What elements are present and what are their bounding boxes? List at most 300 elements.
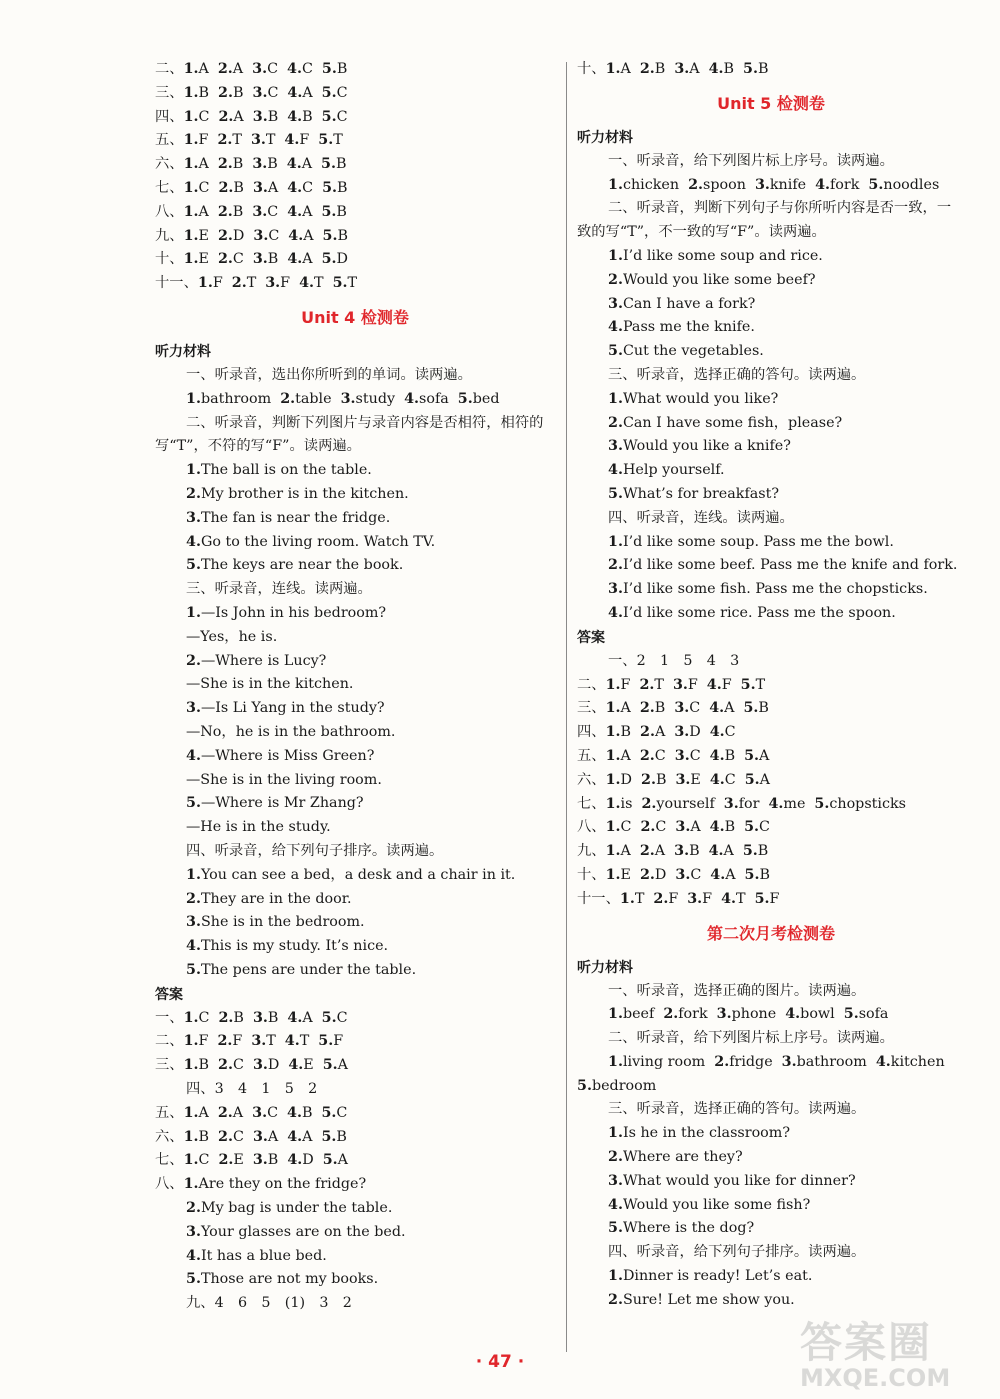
numbered-line — [155, 459, 555, 483]
item-number: 4. — [785, 1006, 801, 1023]
answer-line — [155, 1007, 555, 1031]
item-number: 3. — [252, 1128, 268, 1145]
item-answer: A — [301, 156, 313, 173]
item-number: 5. — [321, 108, 337, 125]
item-number: 1. — [183, 108, 199, 125]
item-number: 5. — [321, 1128, 337, 1145]
answer-line — [155, 225, 555, 249]
item-answer: B — [198, 1128, 210, 1145]
answer-item — [640, 816, 666, 840]
question-prefix: 三、 — [155, 1057, 184, 1074]
item-answer: F — [333, 1033, 344, 1050]
item-answer: B — [724, 819, 736, 836]
item-number: 3. — [716, 1006, 732, 1023]
answer-item — [687, 888, 712, 912]
item-text: What’s for breakfast? — [622, 485, 780, 502]
numbered-line — [155, 1268, 555, 1292]
answer-item — [265, 272, 290, 296]
question-prefix: 十一、 — [155, 275, 198, 292]
item-answer: yourself — [656, 795, 715, 812]
answer-item — [218, 1054, 244, 1078]
answer-item — [253, 1007, 278, 1031]
item-number: 1. — [183, 1033, 199, 1050]
item-text: The keys are near the book. — [200, 557, 404, 574]
numbered-line — [155, 864, 555, 888]
answer-item — [322, 248, 348, 272]
question-prefix: 六、 — [155, 1128, 184, 1145]
answer-item — [218, 58, 243, 82]
item-number: 3. — [252, 179, 268, 196]
answer-line — [155, 82, 555, 106]
question-prefix: 八、 — [155, 1176, 184, 1193]
text-line: 三、听录音，连线。读两遍。 — [186, 581, 372, 598]
answer-item — [321, 1102, 347, 1126]
answer-item — [640, 697, 665, 721]
item-answer: F — [212, 275, 223, 292]
question-prefix: 二、 — [577, 676, 606, 693]
item-answer: D — [336, 251, 348, 268]
item-number: 3. — [252, 251, 268, 268]
item-answer: C — [232, 1057, 244, 1074]
item-number: 4. — [608, 462, 623, 479]
watermark-cn: 答案圈 — [800, 1318, 933, 1367]
numbered-line — [155, 602, 555, 626]
answer-item — [287, 1102, 312, 1126]
item-answer: C — [724, 724, 736, 741]
answer-item — [288, 1054, 313, 1078]
item-number: 2. — [217, 203, 233, 220]
item-answer: F — [687, 676, 698, 693]
answer-item — [218, 153, 243, 177]
item-number: 5. — [322, 179, 338, 196]
item-answer: A — [302, 251, 313, 268]
item-answer: C — [232, 1128, 244, 1145]
item-number: 3. — [608, 1172, 623, 1189]
item-number: 4. — [288, 227, 304, 244]
answer-line — [577, 58, 965, 82]
answer-item — [253, 82, 279, 106]
item-number: 2. — [186, 1200, 201, 1217]
item-text: I’d like some soup and rice. — [622, 247, 823, 264]
item-text: Your glasses are on the bed. — [200, 1223, 406, 1240]
item-number: 5. — [186, 557, 201, 574]
item-answer: B — [759, 866, 770, 883]
answer-item — [184, 153, 209, 177]
item-number: 2. — [640, 724, 655, 741]
answer-item — [253, 248, 278, 272]
item-text: Would you like some beef? — [622, 271, 816, 288]
item-number: 1. — [183, 84, 199, 101]
item-number: 1. — [608, 1006, 623, 1023]
item-answer: A — [198, 203, 209, 220]
item-number: 2. — [608, 271, 623, 288]
answer-line — [155, 129, 555, 153]
item-number: 2. — [639, 843, 655, 860]
item-text: This is my study. It’s nice. — [200, 938, 389, 955]
section-heading: Unit 5 检测卷 — [717, 93, 825, 113]
answer-line — [155, 1102, 555, 1126]
answer-line — [577, 864, 965, 888]
item-answer: D — [689, 724, 701, 741]
item-number: 1. — [608, 533, 623, 550]
answer-item — [675, 864, 701, 888]
numbered-line — [155, 650, 555, 674]
answer-item — [322, 177, 347, 201]
item-answer: B — [233, 1009, 244, 1026]
question-prefix: 二、 — [155, 61, 184, 77]
item-number: 1. — [605, 795, 621, 812]
item-number: 1. — [183, 156, 199, 173]
question-prefix: 八、 — [155, 203, 184, 220]
numbered-line — [155, 959, 555, 983]
item-answer: B — [335, 156, 347, 173]
question-prefix: 三、 — [577, 700, 606, 717]
numbered-line — [155, 792, 555, 816]
answer-item — [184, 1054, 209, 1078]
item-number: 2. — [639, 866, 655, 883]
answer-item — [323, 225, 348, 249]
numbered-line — [155, 1197, 555, 1221]
item-answer: A — [233, 108, 244, 125]
answer-item — [714, 1051, 772, 1075]
text-line: 四、听录音，连线。读两遍。 — [608, 509, 794, 526]
item-answer: B — [336, 203, 347, 220]
item-number: 4. — [288, 1057, 304, 1074]
item-number: 5. — [814, 795, 830, 812]
item-text: Those are not my books. — [200, 1271, 379, 1288]
answer-item — [251, 129, 275, 153]
item-answer: T — [755, 676, 766, 693]
item-number: 4. — [284, 132, 300, 149]
numbered-line — [155, 911, 555, 935]
item-number: 3. — [687, 890, 703, 907]
answer-item — [688, 174, 746, 198]
answer-item — [218, 1102, 243, 1126]
item-answer: A — [759, 771, 770, 788]
item-text: My brother is in the kitchen. — [200, 485, 409, 502]
item-answer: F — [280, 275, 291, 292]
item-answer: C — [724, 771, 736, 788]
answer-item — [709, 58, 734, 82]
question-prefix: 二、 — [155, 1033, 184, 1050]
item-answer: B — [724, 747, 736, 764]
item-answer: C — [759, 819, 770, 836]
subheading: 听力材料 — [577, 129, 633, 146]
answer-item — [606, 58, 631, 82]
item-number: 5. — [321, 1104, 337, 1121]
item-answer: C — [198, 108, 210, 125]
item-number: 1. — [605, 771, 621, 788]
answer-item — [184, 1126, 209, 1150]
answer-item — [252, 201, 278, 225]
answer-line — [155, 1030, 555, 1054]
answer-item — [709, 840, 734, 864]
item-number: 4. — [286, 156, 302, 173]
answer-item — [184, 129, 209, 153]
item-answer: D — [620, 771, 632, 788]
answer-line — [577, 840, 965, 864]
item-answer: C — [267, 84, 279, 101]
answer-item — [218, 1126, 244, 1150]
item-number: 4. — [284, 1033, 300, 1050]
item-number: 5. — [577, 1077, 592, 1094]
item-number: 2. — [608, 1291, 623, 1308]
numbered-line — [577, 1146, 965, 1170]
item-answer: C — [267, 61, 279, 77]
question-prefix: 七、 — [577, 795, 606, 812]
item-answer: B — [198, 1057, 210, 1074]
answer-line — [155, 1173, 555, 1197]
item-answer: B — [655, 771, 667, 788]
item-number: 5. — [321, 156, 336, 173]
item-answer: A — [725, 866, 736, 883]
answer-line — [155, 1054, 555, 1078]
answer-item — [844, 1003, 889, 1027]
item-number: 2. — [231, 275, 247, 292]
answer-item — [710, 864, 735, 888]
item-number: 5. — [321, 203, 337, 220]
item-answer: chopsticks — [829, 795, 906, 812]
item-number: 2. — [608, 1149, 623, 1166]
numbered-line — [577, 340, 965, 364]
answer-item — [287, 106, 312, 130]
numbered-line — [577, 483, 965, 507]
answer-item — [218, 225, 244, 249]
item-number: 3. — [252, 203, 268, 220]
item-answer: C — [654, 747, 666, 764]
answer-item — [745, 769, 770, 793]
item-number: 5. — [322, 1152, 338, 1169]
item-number: 4. — [287, 1104, 302, 1121]
item-number: 5. — [744, 866, 760, 883]
answer-item — [287, 82, 312, 106]
item-number: 1. — [183, 251, 199, 268]
page-number: · 47 · — [475, 1352, 525, 1372]
item-number: 1. — [608, 1125, 623, 1142]
item-answer: F — [769, 890, 780, 907]
item-answer: B — [267, 1009, 279, 1026]
item-answer: C — [198, 1009, 210, 1026]
numbered-line — [577, 554, 965, 578]
answer-line — [155, 1126, 555, 1150]
item-number: 1. — [605, 843, 621, 860]
item-number: 3. — [608, 438, 623, 455]
item-number: 5. — [744, 747, 760, 764]
item-number: 1. — [183, 179, 199, 196]
answer-item — [606, 721, 631, 745]
answer-item — [287, 1007, 312, 1031]
answer-item — [253, 1054, 279, 1078]
item-number: 3. — [252, 1057, 268, 1074]
item-number: 1. — [605, 819, 621, 836]
item-answer: B — [302, 108, 313, 125]
numbered-line — [155, 935, 555, 959]
item-answer: T — [266, 1033, 276, 1050]
item-number: 1. — [608, 1268, 623, 1285]
question-prefix: 三、 — [155, 84, 184, 101]
answer-item — [743, 840, 768, 864]
item-answer: D — [232, 227, 245, 244]
answer-item — [184, 82, 209, 106]
numbered-line — [577, 578, 965, 602]
item-number: 3. — [250, 132, 266, 149]
item-number: 2. — [688, 176, 704, 193]
item-number: 3. — [675, 866, 691, 883]
answer-item — [404, 388, 449, 412]
item-number: 4. — [708, 61, 724, 77]
item-answer: A — [303, 227, 314, 244]
answer-item — [641, 769, 666, 793]
item-number: 5. — [843, 1006, 859, 1023]
item-number: 4. — [875, 1053, 891, 1070]
item-answer: C — [267, 203, 279, 220]
question-prefix: 九、 — [155, 227, 184, 244]
numbered-line — [155, 1245, 555, 1269]
numbered-line — [577, 269, 965, 293]
item-text: —Where is Miss Green? — [200, 747, 375, 764]
item-number: 5. — [332, 275, 348, 292]
item-number: 5. — [754, 890, 770, 907]
item-number: 1. — [186, 866, 201, 883]
item-number: 4. — [287, 1152, 303, 1169]
item-number: 3. — [781, 1053, 797, 1070]
item-number: 1. — [605, 866, 621, 883]
answer-item — [675, 816, 700, 840]
item-number: 4. — [287, 179, 303, 196]
item-number: 5. — [321, 84, 337, 101]
section-heading: 第二次月考检测卷 — [706, 923, 835, 943]
item-number: 5. — [318, 132, 334, 149]
item-number: 1. — [605, 724, 621, 741]
numbered-line — [155, 745, 555, 769]
item-answer: T — [265, 132, 276, 149]
answer-item — [653, 888, 678, 912]
item-answer: F — [299, 132, 310, 149]
item-number: 5. — [186, 1271, 201, 1288]
question-prefix: 十、 — [155, 251, 184, 268]
answer-item — [321, 201, 346, 225]
item-number: 1. — [183, 1104, 199, 1121]
item-answer: T — [634, 890, 645, 907]
item-text: Is he in the classroom? — [622, 1125, 791, 1142]
answer-item — [768, 793, 805, 817]
item-number: 5. — [742, 843, 758, 860]
item-number: 5. — [744, 771, 760, 788]
answer-item — [323, 1054, 348, 1078]
item-number: 3. — [674, 747, 690, 764]
answer-line — [155, 248, 555, 272]
answer-item — [755, 174, 806, 198]
answer-item — [184, 1007, 210, 1031]
item-number: 1. — [605, 700, 621, 717]
answer-item — [710, 816, 735, 840]
item-text: —Where is Mr Zhang? — [200, 795, 364, 812]
item-number: 2. — [217, 132, 233, 149]
item-answer: T — [246, 275, 257, 292]
answer-line — [577, 697, 965, 721]
answer-item — [218, 201, 243, 225]
answer-item — [458, 388, 500, 412]
answer-item — [640, 864, 666, 888]
item-text: —Is Li Yang in the study? — [200, 700, 385, 717]
item-number: 1. — [608, 1053, 623, 1070]
item-number: 3. — [674, 843, 690, 860]
item-number: 3. — [186, 914, 201, 931]
item-number: 4. — [186, 747, 201, 764]
item-answer: A — [302, 1128, 313, 1145]
answer-line — [155, 201, 555, 225]
watermark-en: MXQE.COM — [800, 1364, 951, 1392]
item-answer: B — [198, 84, 210, 101]
answer-item — [744, 745, 769, 769]
answer-item — [252, 153, 277, 177]
item-answer: B — [301, 1104, 313, 1121]
item-number: 2. — [186, 890, 201, 907]
answer-item — [186, 388, 271, 412]
item-answer: A — [620, 843, 631, 860]
item-answer: B — [654, 61, 666, 77]
item-answer: A — [689, 61, 700, 77]
item-number: 1. — [186, 390, 201, 407]
question-prefix: 四、 — [155, 108, 184, 125]
subheading: 答案 — [577, 629, 605, 646]
item-number: 3. — [252, 61, 268, 77]
item-answer: sofa — [419, 390, 449, 407]
item-number: 3. — [608, 295, 623, 312]
answer-line — [577, 674, 965, 698]
answer-item — [640, 58, 665, 82]
item-answer: A — [337, 1057, 348, 1074]
item-number: 4. — [708, 843, 724, 860]
item-number: 1. — [608, 247, 623, 264]
answer-item — [814, 793, 906, 817]
item-answer: C — [336, 1104, 348, 1121]
answer-item — [184, 106, 210, 130]
right-column — [577, 58, 965, 1313]
item-number: 5. — [457, 390, 473, 407]
item-text: Go to the living room. Watch TV. — [200, 533, 436, 550]
item-answer: me — [783, 795, 806, 812]
item-answer: E — [198, 251, 209, 268]
answer-item — [785, 1003, 835, 1027]
item-number: 4. — [287, 1128, 303, 1145]
question-prefix: 七、 — [155, 1152, 184, 1169]
item-answer: B — [723, 61, 735, 77]
item-answer: Are they on the fridge? — [198, 1176, 367, 1193]
item-number: 2. — [217, 156, 233, 173]
answer-item — [322, 58, 347, 82]
text-line: —Yes，he is. — [186, 628, 278, 645]
text-line: —He is in the study. — [186, 819, 331, 836]
answer-item — [620, 888, 644, 912]
item-answer: bed — [472, 390, 500, 407]
answer-item — [184, 58, 209, 82]
item-number: 4. — [287, 1009, 303, 1026]
answer-line — [577, 769, 965, 793]
item-answer: B — [757, 843, 769, 860]
item-text: The fan is near the fridge. — [200, 509, 391, 526]
item-number: 4. — [287, 61, 302, 77]
answer-item — [782, 1051, 867, 1075]
item-number: 1. — [608, 390, 623, 407]
numbered-line — [577, 1122, 965, 1146]
item-answer: noodles — [883, 176, 940, 193]
item-text: What would you like? — [622, 390, 779, 407]
item-answer: for — [738, 795, 760, 812]
answer-item — [252, 1102, 278, 1126]
item-answer: C — [232, 251, 244, 268]
item-number: 1. — [186, 604, 201, 621]
